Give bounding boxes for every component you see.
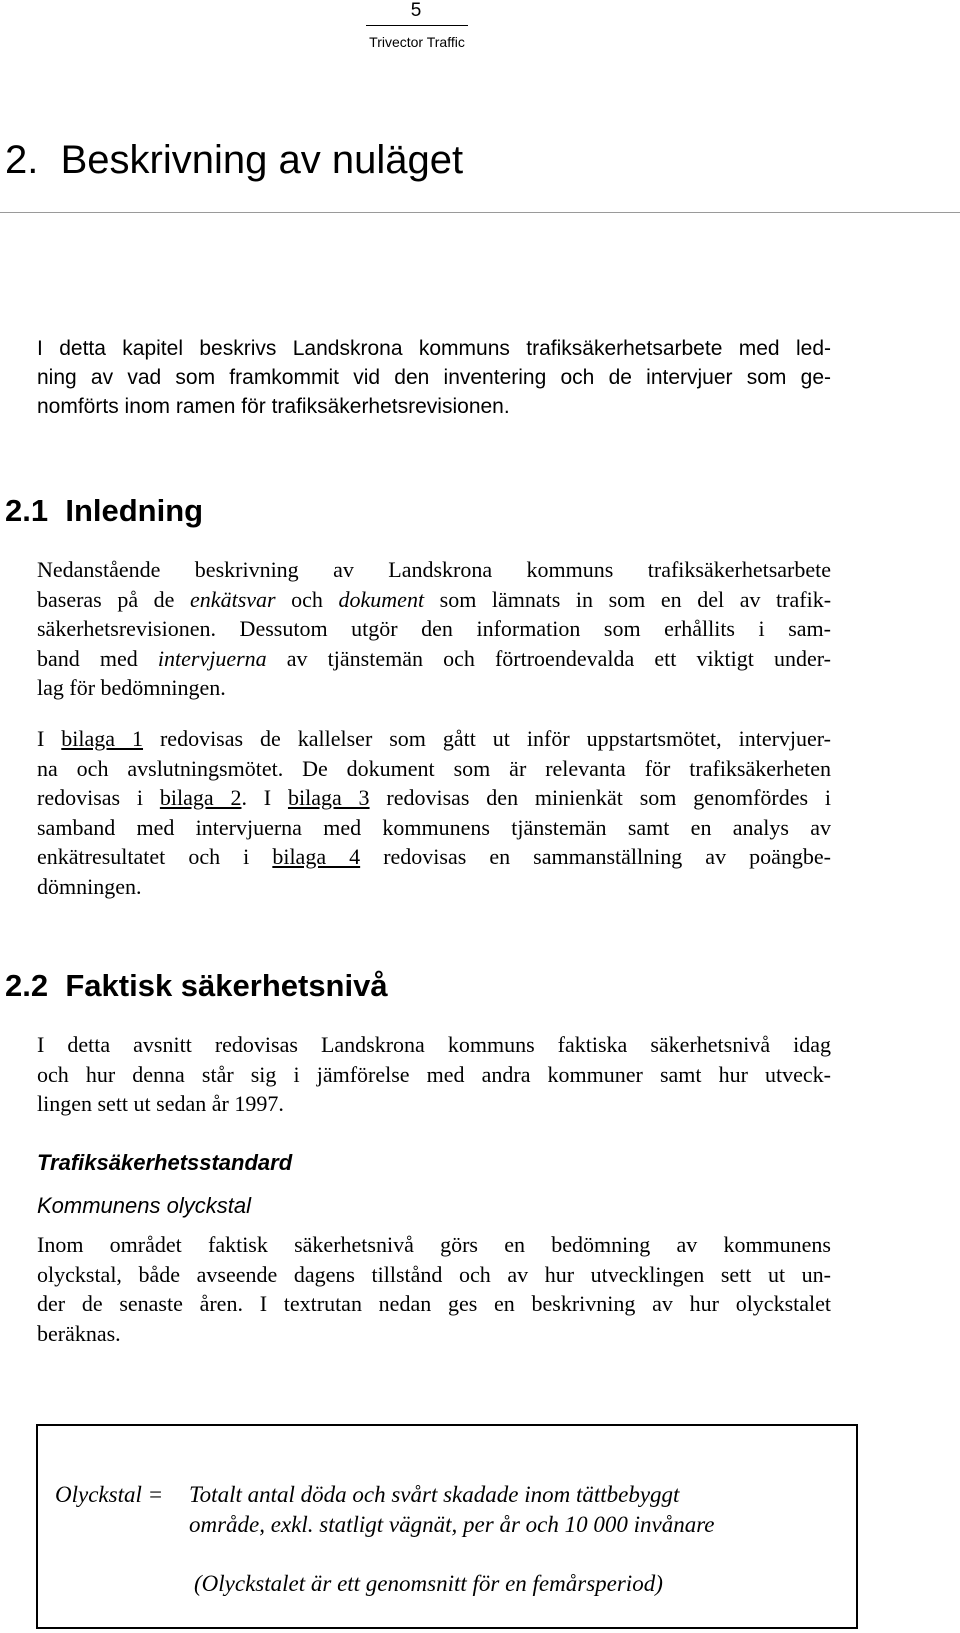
emphasis-intervjuerna: intervjuerna — [157, 645, 267, 671]
subheading-trafiksakerhetsstandard: Trafiksäkerhetsstandard — [37, 1150, 293, 1175]
text-line: redovisas i bilaga 2. I bilaga 3 redovisas den minienkät som genomfördes i — [37, 785, 832, 810]
text-line: säkerhetsrevisionen. Dessutom utgör den information som erhållits i sam- — [37, 616, 831, 641]
chapter-number: 2. — [5, 138, 39, 182]
text-line: enkätresultatet och i bilaga 4 redovisas en sammanställning av poängbe- — [37, 844, 831, 869]
text-line: der de senaste åren. I textrutan nedan ges en beskrivning av hur olyckstalet — [37, 1291, 831, 1316]
section-number: 2.1 — [5, 493, 49, 528]
section-title: Inledning — [65, 493, 204, 528]
text-line: beräknas. — [37, 1320, 121, 1346]
section-heading-2-1 — [5, 493, 203, 529]
text-line: lag för bedömningen. — [37, 675, 226, 700]
text-line: na och avslutningsmötet. De dokument som är relevanta för trafiksäkerheten — [37, 755, 831, 781]
formula-note: (Olyckstalet är ett genomsnitt för en femårsperiod) — [194, 1571, 663, 1596]
intro-line: nomförts inom ramen för trafiksäkerhetsrevisionen. — [37, 395, 510, 418]
bilaga-2-ref: bilaga 2 — [159, 785, 242, 810]
bilaga-4-ref: bilaga 4 — [272, 844, 361, 869]
text-line: lingen sett ut sedan år 1997. — [37, 1091, 284, 1116]
formula-box — [36, 1424, 858, 1629]
formula-definition-line-1: Totalt antal döda och svårt skadade inom tättbebyggt — [189, 1482, 680, 1507]
section-2-2-paragraph-1 — [37, 1030, 831, 1119]
page-number: 5 — [410, 0, 422, 21]
intro-line: ning av vad som framkommit vid den inventering och de intervjuer som ge- — [37, 366, 831, 389]
formula-definition-line-2: område, exkl. statligt vägnät, per år och 10 000 invånare — [189, 1512, 715, 1537]
emphasis-enkatsvar: enkätsvar — [190, 586, 276, 612]
section-number: 2.2 — [5, 968, 49, 1003]
intro-line: I detta kapitel beskrivs Landskrona kommuns trafiksäkerhetsarbete med led- — [37, 337, 831, 360]
header-divider — [366, 25, 468, 26]
text-line: I bilaga 1 redovisas de kallelser som gått ut inför uppstartsmötet, intervjuer- — [37, 726, 832, 751]
text-line: I detta avsnitt redovisas Landskrona kommuns faktiska säkerhetsnivå idag — [37, 1032, 831, 1057]
text-line: och hur denna står sig i jämförelse med andra kommuner samt hur utveck- — [37, 1061, 831, 1087]
chapter-title — [5, 138, 463, 183]
bilaga-1-ref: bilaga 1 — [61, 726, 144, 751]
formula-label: Olyckstal = — [55, 1482, 164, 1507]
section-title: Faktisk säkerhetsnivå — [65, 968, 388, 1003]
bilaga-3-ref: bilaga 3 — [287, 785, 370, 810]
header-company: Trivector Traffic — [369, 34, 465, 50]
chapter-title-text: Beskrivning av nuläget — [60, 138, 464, 182]
text-line: olyckstal, både avseende dagens tillstånd och av hur utvecklingen sett ut un- — [37, 1261, 831, 1287]
subsubheading-kommunens-olyckstal: Kommunens olyckstal — [37, 1193, 251, 1218]
section-heading-2-2 — [5, 968, 388, 1004]
text-line: band med intervjuerna av tjänstemän och förtroendevalda ett viktigt under- — [37, 645, 831, 671]
chapter-divider — [0, 212, 960, 213]
emphasis-dokument: dokument — [338, 586, 425, 612]
section-2-2-paragraph-2 — [37, 1230, 831, 1348]
text-line: baseras på de enkätsvar och dokument som lämnats in som en del av trafik- — [37, 586, 832, 612]
text-line: samband med intervjuerna med kommunens tjänstemän samt en analys av — [37, 814, 831, 840]
text-line: dömningen. — [37, 873, 142, 899]
intro-paragraph — [37, 334, 831, 421]
section-2-1-paragraph-2 — [37, 724, 831, 901]
text-line: Nedanstående beskrivning av Landskrona kommuns trafiksäkerhetsarbete — [37, 557, 831, 582]
section-2-1-paragraph-1 — [37, 555, 831, 703]
text-line: Inom området faktisk säkerhetsnivå görs en bedömning av kommunens — [37, 1232, 831, 1257]
